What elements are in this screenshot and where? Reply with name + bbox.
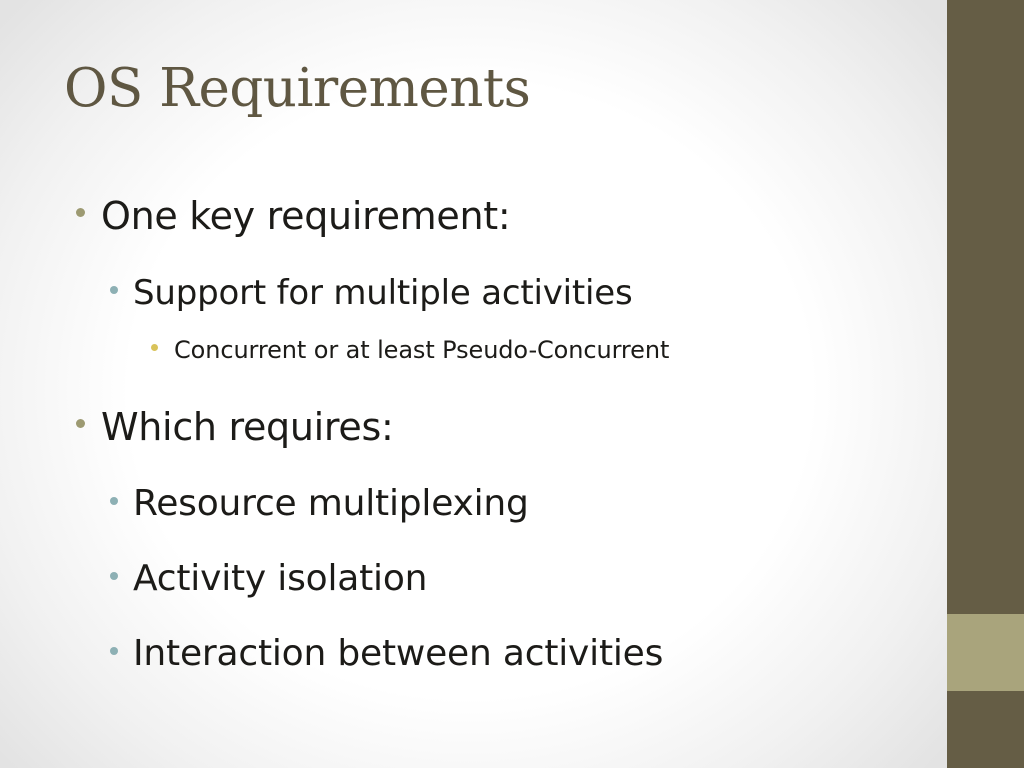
bullet-text: Resource multiplexing xyxy=(133,483,529,524)
bullet-one-key-requirement xyxy=(76,194,510,238)
slide-title: OS Requirements xyxy=(64,58,531,119)
side-accent-block xyxy=(947,614,1024,691)
bullet-dot-icon xyxy=(110,572,118,580)
bullet-dot-icon xyxy=(110,286,118,294)
bullet-resource-multiplexing xyxy=(110,483,529,524)
bullet-interaction-between-activities xyxy=(110,633,663,674)
bullet-dot-icon xyxy=(110,647,118,655)
bullet-which-requires xyxy=(76,405,393,449)
bullet-dot-icon xyxy=(110,497,118,505)
bullet-dot-icon xyxy=(151,344,158,351)
bullet-text: One key requirement: xyxy=(101,194,511,238)
bullet-text: Support for multiple activities xyxy=(133,273,633,313)
bullet-dot-icon xyxy=(76,419,85,428)
bullet-activity-isolation xyxy=(110,558,427,599)
bullet-support-multiple-activities xyxy=(110,273,633,313)
bullet-text: Concurrent or at least Pseudo-Concurrent xyxy=(174,336,670,364)
bullet-text: Activity isolation xyxy=(133,558,428,599)
bullet-text: Interaction between activities xyxy=(133,633,664,674)
bullet-text: Which requires: xyxy=(101,405,394,449)
bullet-concurrent xyxy=(151,336,669,364)
bullet-dot-icon xyxy=(76,208,85,217)
